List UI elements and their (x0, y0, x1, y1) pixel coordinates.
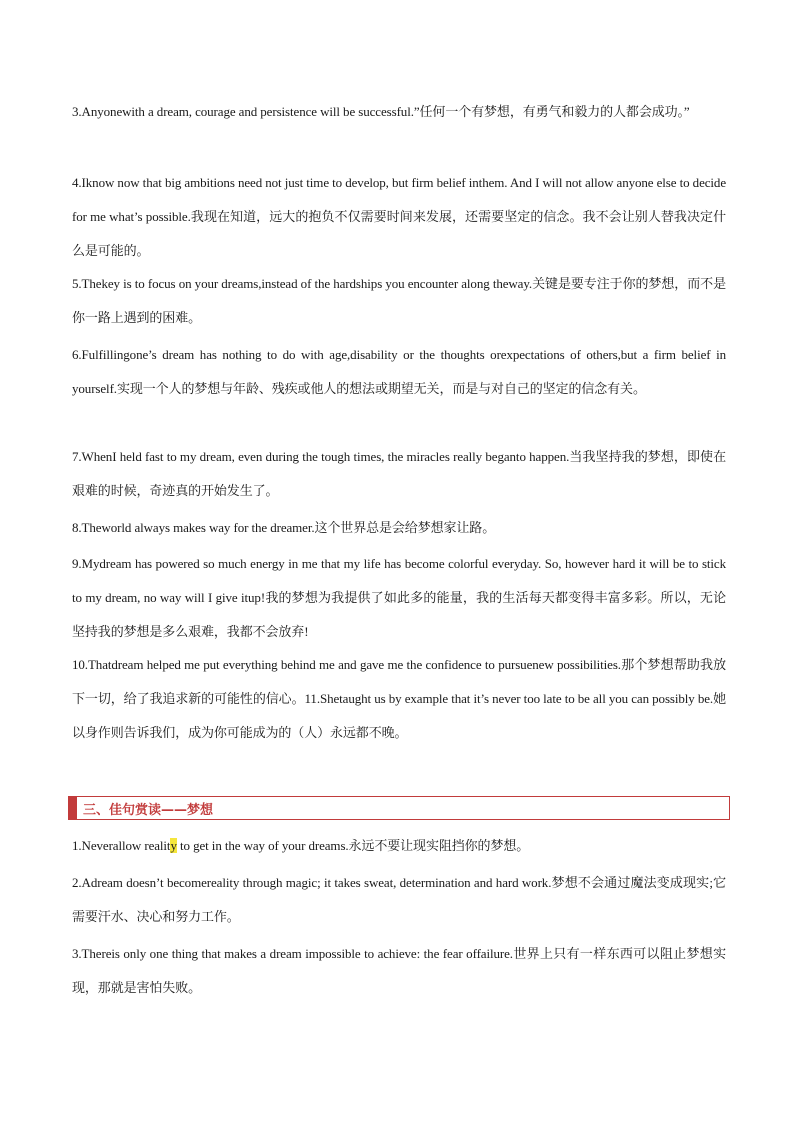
sentence-item-1-text-start: 1.Neverallow realit (72, 838, 171, 853)
sentence-item-1 (72, 829, 726, 863)
quote-item-3: 3.Anyonewith a dream, courage and persistence will be successful.”任何一个有梦想，有勇气和毅力的人都会成功。” (72, 104, 690, 119)
sentence-item-3: 3.Thereis only one thing that makes a dream impossible to achieve: the fear offailure.世界上只有一样东西可以阻止梦想实现，那就是害怕失败。 (72, 946, 726, 995)
quote-item-9: 9.Mydream has powered so much energy in me that my life has become colorful everyday. So, however hard it will be to stick to my dream, no way will I give itup!我的梦想为我提供了如此多的能量，我的生活每天都变得丰富多彩。所以，无论坚持我的梦想是多么艰难，我都不会放弃! (72, 556, 726, 639)
quote-item-7: 7.WhenI held fast to my dream, even during the tough times, the miracles really beganto happen.当我坚持我的梦想，即使在艰难的时候，奇迹真的开始发生了。 (72, 449, 726, 498)
quote-item-6: 6.Fulfillingone’s dream has nothing to do with age,disability or the thoughts orexpectations of others,but a firm belief in yourself.实现一个人的梦想与年龄、残疾或他人的想法或期望无关，而是与对自己的坚定的信念有关。 (72, 347, 726, 396)
quote-item-10-11: 10.Thatdream helped me put everything behind me and gave me the confidence to pursuenew possibilities.那个梦想帮助我放下一切，给了我追求新的可能性的信心。11.Shetaught us by example that it’s never too late to be all you can possibly be.她以身作则告诉我们，成为你可能成为的（人）永远都不晚。 (72, 657, 726, 740)
quote-item-8: 8.Theworld always makes way for the dreamer.这个世界总是会给梦想家让路。 (72, 520, 496, 535)
sentence-item-1-text-end: to get in the way of your dreams.永远不要让现实阻挡你的梦想。 (176, 838, 530, 853)
section-accent-bar (69, 797, 77, 819)
quote-item-5: 5.Thekey is to focus on your dreams,instead of the hardships you encounter along theway.关键是要专注于你的梦想，而不是你一路上遇到的困难。 (72, 276, 726, 325)
quote-item-4: 4.Iknow now that big ambitions need not just time to develop, but firm belief inthem. And I will not allow anyone else to decide for me what’s possible.我现在知道，远大的抱负不仅需要时间来发展，还需要坚定的信念。我不会让别人替我决定什么是可能的。 (72, 175, 726, 258)
sentence-item-2: 2.Adream doesn’t becomereality through magic; it takes sweat, determination and hard work.梦想不会通过魔法变成现实;它需要汗水、决心和努力工作。 (72, 875, 726, 924)
highlighted-text: y (170, 838, 177, 853)
section-title: 三、佳句赏读——梦想 (83, 802, 214, 818)
section-header (68, 796, 730, 820)
